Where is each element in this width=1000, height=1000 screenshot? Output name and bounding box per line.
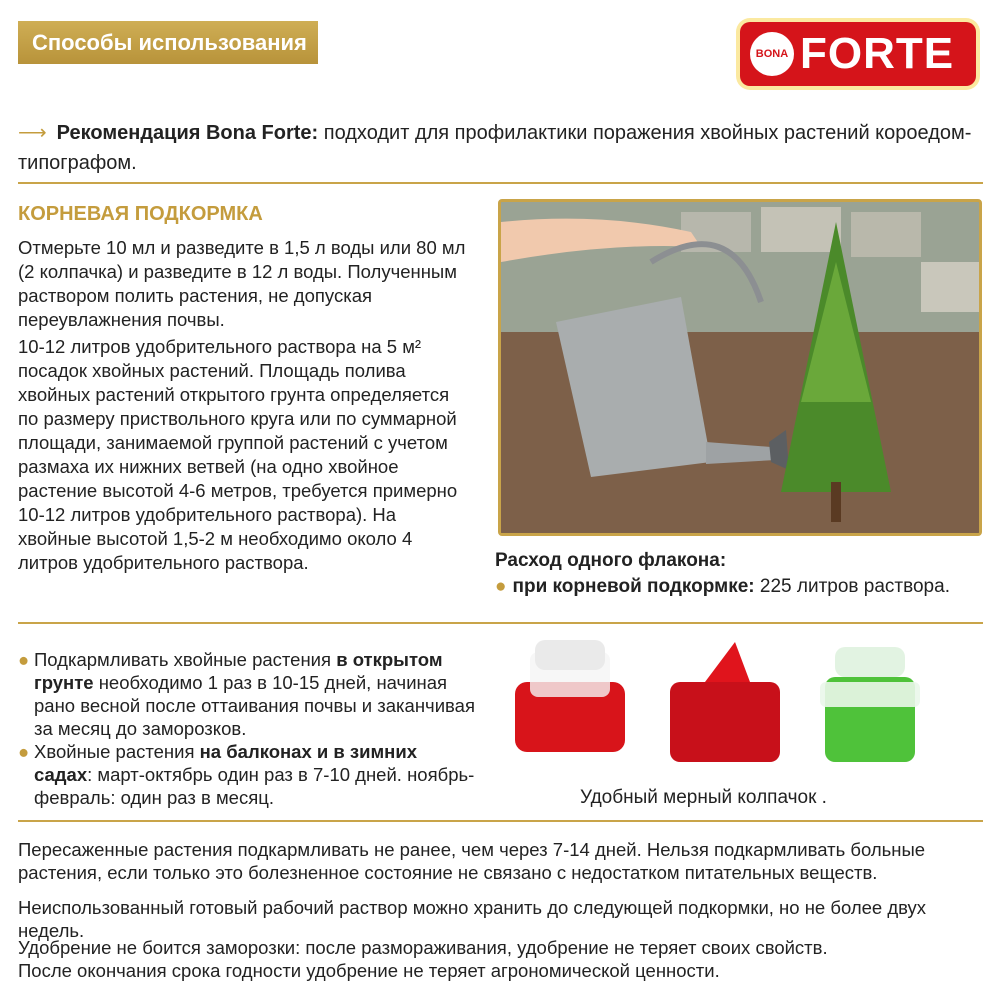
consumption-block — [495, 548, 950, 600]
root-feeding-paragraph-1: Отмерьте 10 мл и разведите в 1,5 л воды или 80 мл (2 колпачка) и разведите в 12 л воды. Полученным раствором полить растения, не допуская переувлажнения почвы. — [18, 237, 466, 330]
footer-note-3: Удобрение не боится заморозки: после размораживания, удобрение не теряет своих свойств. — [18, 937, 828, 958]
bullet-text: Хвойные растения — [34, 741, 200, 762]
feeding-bullets — [18, 648, 478, 809]
bullet-item — [18, 740, 478, 809]
logo-circle: BONA — [750, 32, 794, 76]
watering-photo — [498, 199, 982, 536]
bullet-icon: ● — [18, 741, 30, 762]
footer-note-4: После окончания срока годности удобрение не теряет агрономической ценности. — [18, 960, 720, 981]
cap-red-clear — [515, 640, 625, 752]
recommendation — [18, 118, 983, 178]
consumption-item-text: 225 литров раствора. — [754, 576, 950, 597]
cap-red-spout — [670, 642, 780, 762]
consumption-item-bold: при корневой подкормке: — [512, 576, 755, 597]
bullet-icon: ● — [18, 649, 30, 670]
caps-caption: Удобный мерный колпачок . — [580, 787, 827, 808]
cap-green — [820, 647, 920, 762]
bullet-text: Подкармливать хвойные растения — [34, 649, 337, 670]
bullet-item — [18, 648, 478, 740]
recommendation-lead: Рекомендация Bona Forte: — [56, 122, 319, 144]
bullet-bold: на балконах и в зимних садах — [34, 741, 418, 785]
measuring-caps-illustration — [505, 632, 975, 772]
footer-note-2: Неиспользованный готовый рабочий раствор можно хранить до следующей подкормки, но не более двух недель. — [18, 897, 927, 941]
recommendation-text: подходит для профилактики поражения хвойных растений короедом-типографом. — [18, 122, 972, 174]
divider — [18, 622, 983, 624]
brand-logo — [736, 18, 980, 90]
bullet-bold: в открытом грунте — [34, 649, 443, 693]
consumption-item — [495, 574, 950, 600]
watering-illustration — [501, 202, 979, 533]
divider — [18, 820, 983, 822]
arrow-icon: ⟶ — [18, 122, 47, 144]
footer-note-1: Пересаженные растения подкармливать не ранее, чем через 7-14 дней. Нельзя подкармливать больные растения, если только это болезненное состояние не связано с недостатком питательных веществ. — [18, 839, 926, 883]
root-feeding-paragraph-2: 10-12 литров удобрительного раствора на 5 м² посадок хвойных растений. Площадь полива хвойных растений открытого грунта определяется по размеру приствольного круга или по суммарной площади, занимаемой группой растений с учетом размаха их нижних ветвей (на одно хвойное растение высотой 4-6 метров, требуется примерно 10-12 литров удобрительного раствора). На хвойные высотой 1,5-2 м необходимо около 4 литров удобрительного раствора. — [18, 336, 458, 573]
section-badge: Способы использования — [18, 21, 318, 64]
bullet-text: : март-октябрь один раз в 7-10 дней. ноябрь-февраль: один раз в месяц. — [34, 764, 475, 808]
section-title: КОРНЕВАЯ ПОДКОРМКА — [18, 203, 263, 225]
bullet-icon: ● — [495, 576, 507, 597]
consumption-title: Расход одного флакона: — [495, 550, 727, 571]
divider — [18, 182, 983, 184]
logo-wordmark: FORTE — [800, 29, 955, 78]
bullet-text: необходимо 1 раз в 10-15 дней, начиная рано весной после оттаивания почвы и заканчивая за месяц до заморозков. — [34, 672, 475, 739]
